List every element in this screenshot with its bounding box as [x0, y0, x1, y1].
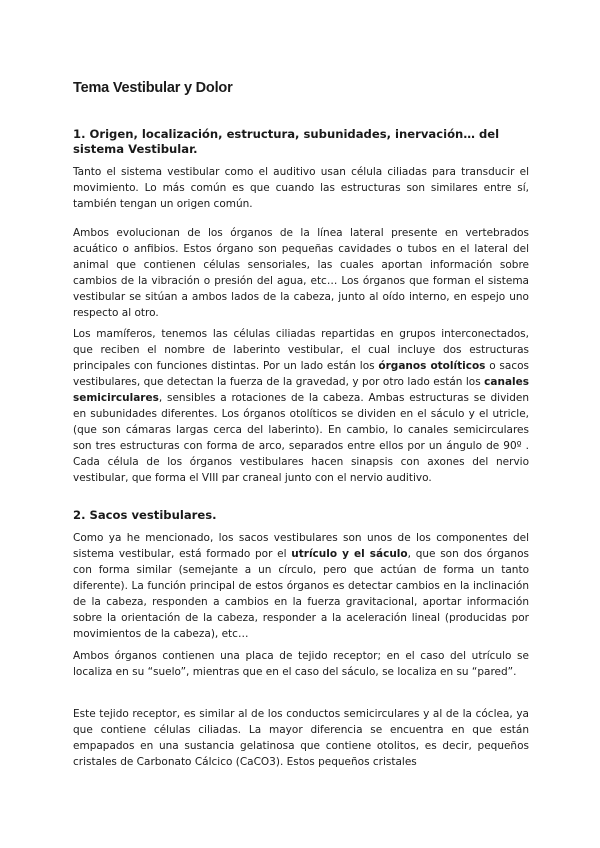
section-2-paragraph-3: Este tejido receptor, es similar al de los conductos semicirculares y al de la cóclea, ya que contiene células ciliadas. La mayor diferencia se encuentra en que están empapados en una sustancia gelatinosa que contiene otolitos, es decir, pequeños cristales de Carbonato Cálcico (CaCO3). Estos pequeños cristales	[73, 708, 529, 768]
section-2-paragraph-2: Ambos órganos contienen una placa de tejido receptor; en el caso del utrículo se localiza en su “suelo”, mientras que en el caso del sáculo, se localiza en su “pared”.	[73, 650, 529, 678]
bold-term-semicircular-canals: canales semicirculares	[73, 376, 529, 404]
section-1-paragraph-3	[73, 326, 529, 486]
bold-term-utricle-saccule: utrículo y el sáculo	[291, 548, 408, 560]
bold-term-otolithic-organs: órganos otolíticos	[378, 360, 486, 372]
paragraph-text: , sensibles a rotaciones de la cabeza. Ambas estructuras se dividen en subunidades diferentes. Los órganos otolíticos se dividen en el sáculo y el utricle, (que son cámaras largas cerca del laberinto). En cambio, lo canales semicirculares son tres estructuras con forma de arco, separados entre ellos por un ángulo de 90º . Cada célula de los órganos vestibulares hacen sinapsis con axones del nervio vestibular, que forma el VIII par craneal junto con el nervio auditivo.	[73, 392, 529, 484]
paragraph-text: Como ya he mencionado, los sacos vestibulares son unos de los componentes del sistema vestibular, está formado por el	[73, 532, 529, 560]
section-2-paragraph-1	[73, 530, 529, 642]
section-1-heading: 1. Origen, localización, estructura, subunidades, inervación… del sistema Vestibular.	[73, 127, 500, 156]
paragraph-text: o sacos vestibulares, que detectan la fuerza de la gravedad, y por otro lado están los	[73, 360, 529, 388]
section-1-paragraph-2: Ambos evolucionan de los órganos de la línea lateral presente en vertebrados acuático o anfibios. Estos órgano son pequeñas cavidades o tubos en el lateral del animal que contienen células sensoriales, las cuales aportan información sobre cambios de la vibración o presión del agua, etc… Los órganos que forman el sistema vestibular se sitúan a ambos lados de la cabeza, junto al oído interno, en espejo uno respecto al otro.	[73, 227, 529, 319]
section-2-heading: 2. Sacos vestibulares.	[73, 508, 217, 522]
document-title: Tema Vestibular y Dolor	[73, 80, 233, 96]
section-1-paragraph-1: Tanto el sistema vestibular como el auditivo usan célula ciliadas para transducir el movimiento. Lo más común es que cuando las estructuras son similares entre sí, también tengan un origen común.	[73, 166, 529, 210]
paragraph-text: , que son dos órganos con forma similar (semejante a un círculo, pero que actúan de forma un tanto diferente). La función principal de estos órganos es detectar cambios en la inclinación de la cabeza, responden a cambios en la fuerza gravitacional, aportar información sobre la orientación de la cabeza, responder a la aceleración lineal (producidas por movimientos de la cabeza), etc…	[73, 548, 529, 640]
paragraph-text: Los mamíferos, tenemos las células ciliadas repartidas en grupos interconectados, que reciben el nombre de laberinto vestibular, el cual incluye dos estructuras principales con funciones distintas. Por un lado están los	[73, 328, 529, 372]
